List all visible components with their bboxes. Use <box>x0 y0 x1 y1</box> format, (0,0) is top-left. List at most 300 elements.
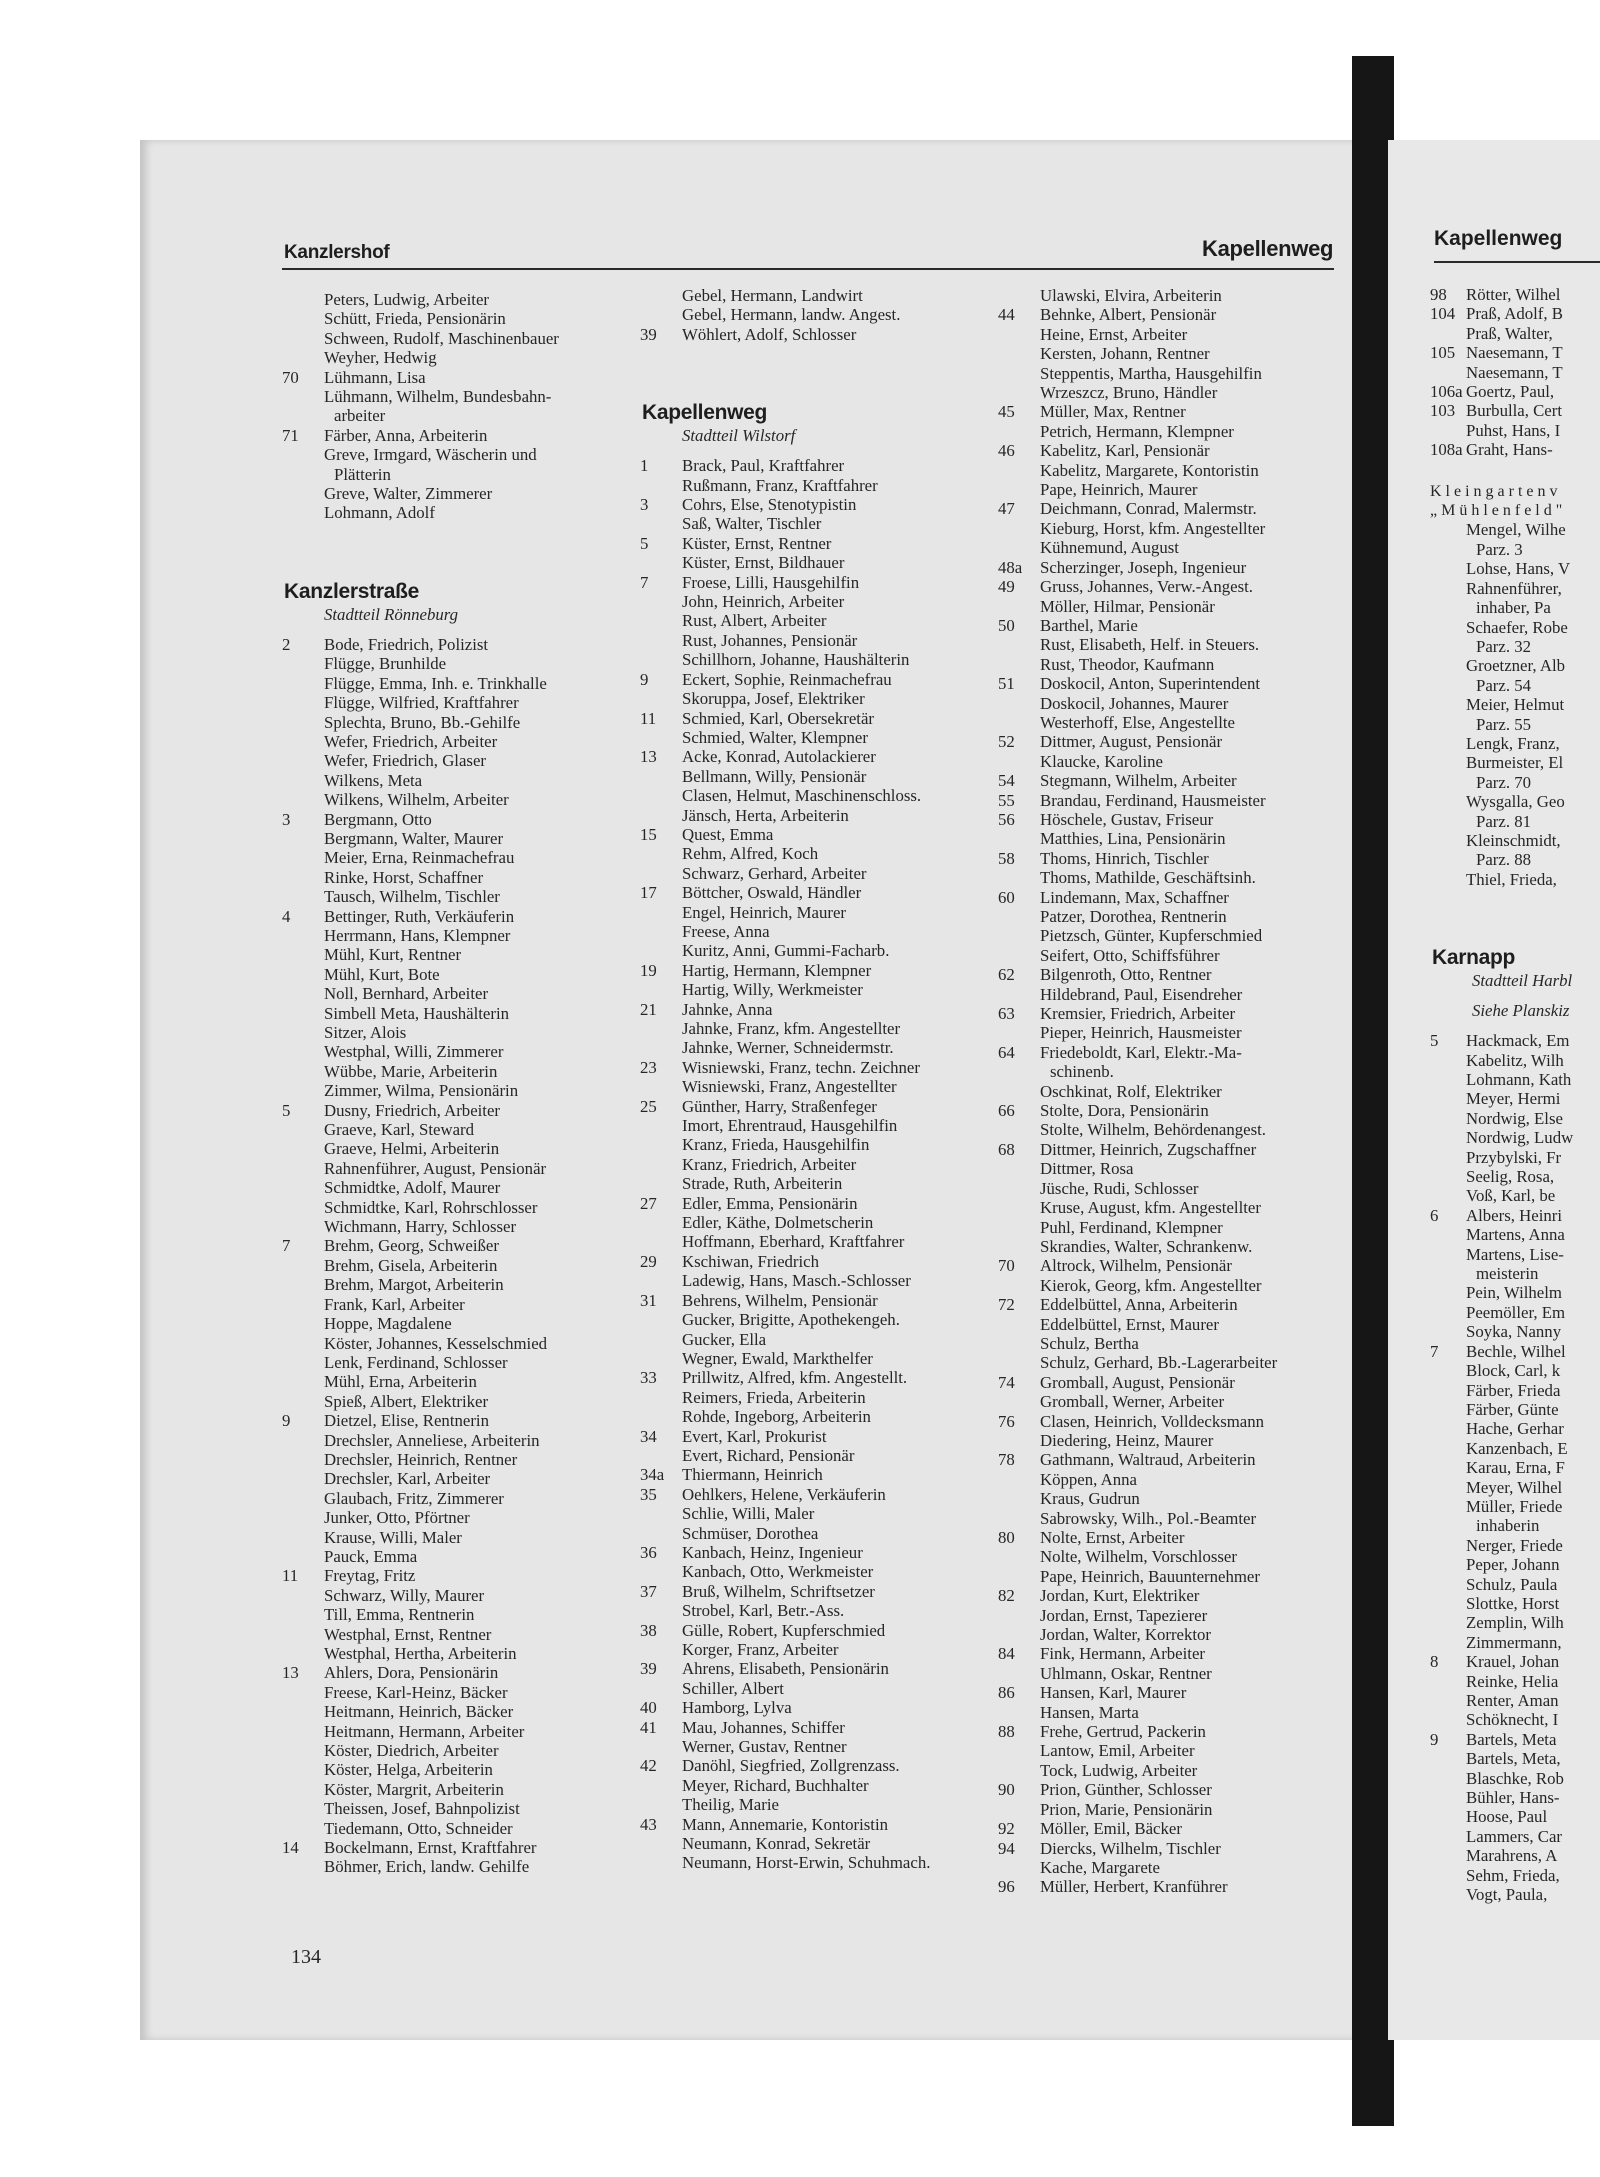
resident-text: Ulawski, Elvira, Arbeiterin <box>1040 286 1222 305</box>
resident-entry <box>640 1562 970 1581</box>
resident-text: Krauel, Johan <box>1466 1652 1560 1672</box>
resident-entry <box>1430 1031 1600 1050</box>
resident-entry <box>640 1756 970 1775</box>
house-number: 63 <box>998 1004 1015 1024</box>
house-number: 35 <box>640 1484 657 1504</box>
resident-text: Lühmann, Lisa <box>324 367 426 387</box>
resident-entry <box>640 1058 970 1077</box>
resident-entry <box>1430 579 1600 598</box>
resident-text: Peper, Johann <box>1466 1555 1560 1575</box>
resident-text: Schmidtke, Adolf, Maurer <box>324 1178 501 1198</box>
resident-text: Gebel, Hermann, landw. Angest. <box>682 305 901 325</box>
resident-text: Spieß, Albert, Elektriker <box>324 1391 489 1411</box>
entry-continuation <box>1430 1264 1600 1283</box>
resident-text: Nerger, Friede <box>1466 1535 1563 1555</box>
house-number: 49 <box>998 577 1015 597</box>
house-number: 3 <box>282 809 291 829</box>
resident-entry <box>282 1295 612 1314</box>
resident-entry <box>998 829 1328 848</box>
resident-text: Müller, Max, Rentner <box>1040 402 1186 422</box>
resident-text: Möller, Hilmar, Pensionär <box>1040 596 1215 616</box>
resident-text: Zimmer, Wilma, Pensionärin <box>324 1081 519 1101</box>
resident-text: Krause, Willi, Maler <box>324 1527 462 1547</box>
resident-text: Quest, Emma <box>682 824 774 844</box>
resident-entry <box>1430 1109 1600 1128</box>
resident-entry <box>282 1411 612 1430</box>
house-number: 68 <box>998 1139 1015 1159</box>
resident-text: Bühler, Hans- <box>1466 1788 1560 1808</box>
house-number: 51 <box>998 674 1015 694</box>
resident-text: Albers, Heinri <box>1466 1205 1563 1225</box>
resident-text: Gucker, Brigitte, Apothekengeh. <box>682 1310 900 1330</box>
spacer <box>1430 460 1600 472</box>
resident-entry <box>998 1450 1328 1469</box>
resident-entry <box>640 1310 970 1329</box>
resident-entry <box>998 1334 1328 1353</box>
resident-entry <box>998 1315 1328 1334</box>
resident-text: Lohmann, Adolf <box>324 503 435 523</box>
resident-entry <box>640 1097 970 1116</box>
resident-text: Lohmann, Kath <box>1466 1070 1572 1089</box>
resident-text: Korger, Franz, Arbeiter <box>682 1640 839 1659</box>
house-number: 43 <box>640 1814 657 1834</box>
house-number: 58 <box>998 848 1015 868</box>
resident-text: Küster, Ernst, Rentner <box>682 533 832 553</box>
resident-entry <box>282 1023 612 1042</box>
resident-entry <box>282 1256 612 1275</box>
resident-entry <box>998 1625 1328 1644</box>
resident-text: Thoms, Hinrich, Tischler <box>1040 848 1209 868</box>
resident-entry <box>998 1198 1328 1217</box>
resident-text: Goertz, Paul, <box>1466 382 1555 402</box>
resident-entry <box>998 519 1328 538</box>
house-number: 7 <box>640 572 649 592</box>
resident-text: Meier, Helmut <box>1466 695 1565 715</box>
resident-text: Saß, Walter, Tischler <box>682 514 822 534</box>
house-number: 4 <box>282 906 291 926</box>
resident-entry <box>998 499 1328 518</box>
resident-entry <box>282 1062 612 1081</box>
resident-entry <box>998 926 1328 945</box>
resident-entry <box>1430 1361 1600 1380</box>
resident-text: Parz. 32 <box>1476 636 1531 656</box>
house-number: 9 <box>640 669 649 689</box>
resident-entry <box>640 1038 970 1057</box>
resident-text: Kranz, Frieda, Hausgehilfin <box>682 1135 870 1155</box>
resident-entry <box>640 941 970 960</box>
resident-entry <box>1430 559 1600 578</box>
resident-entry <box>640 1543 970 1562</box>
resident-entry <box>282 368 612 387</box>
resident-text: Thiermann, Heinrich <box>682 1465 823 1485</box>
resident-text: Schwarz, Gerhard, Arbeiter <box>682 863 867 883</box>
resident-entry <box>1430 1788 1600 1807</box>
resident-text: Evert, Richard, Pensionär <box>682 1445 855 1465</box>
house-number: 96 <box>998 1877 1015 1897</box>
resident-entry <box>282 771 612 790</box>
resident-text: Dittmer, August, Pensionär <box>1040 732 1223 752</box>
resident-text: Nordwig, Ludw <box>1466 1128 1574 1148</box>
resident-text: Rohde, Ingeborg, Arbeiterin <box>682 1407 871 1427</box>
resident-entry <box>998 907 1328 926</box>
resident-text: Schütt, Frieda, Pensionärin <box>324 309 506 329</box>
resident-text: Gromball, Werner, Arbeiter <box>1040 1392 1225 1412</box>
house-number: 38 <box>640 1620 657 1640</box>
resident-entry <box>1430 1672 1600 1691</box>
resident-text: Mühl, Kurt, Rentner <box>324 945 462 965</box>
resident-entry <box>640 903 970 922</box>
resident-text: Plätterin <box>334 464 391 484</box>
resident-text: Jänsch, Herta, Arbeiterin <box>682 805 849 825</box>
resident-entry <box>282 1683 612 1702</box>
house-number: 84 <box>998 1644 1015 1664</box>
resident-entry <box>998 461 1328 480</box>
resident-entry <box>282 829 612 848</box>
resident-text: Westphal, Willi, Zimmerer <box>324 1042 504 1062</box>
house-number: 8 <box>1430 1652 1439 1672</box>
resident-entry <box>640 495 970 514</box>
resident-text: Möller, Emil, Bäcker <box>1040 1819 1182 1839</box>
resident-entry <box>1430 1691 1600 1710</box>
resident-entry <box>282 1469 612 1488</box>
resident-entry <box>998 694 1328 713</box>
resident-entry <box>998 1353 1328 1372</box>
resident-entry <box>1430 1710 1600 1729</box>
district-subheading: Stadtteil Harbl <box>1472 971 1573 991</box>
resident-text: Tausch, Wilhelm, Tischler <box>324 887 500 907</box>
resident-entry <box>1430 343 1600 362</box>
resident-entry <box>998 1179 1328 1198</box>
resident-entry <box>282 907 612 926</box>
house-number: 33 <box>640 1368 657 1388</box>
resident-entry <box>640 573 970 592</box>
resident-text: Parz. 70 <box>1476 772 1531 792</box>
resident-text: Noll, Bernhard, Arbeiter <box>324 984 489 1004</box>
house-number: 11 <box>640 708 657 728</box>
resident-text: Drechsler, Karl, Arbeiter <box>324 1469 491 1489</box>
resident-text: Greve, Walter, Zimmerer <box>324 484 493 504</box>
resident-entry <box>640 767 970 786</box>
house-number: 55 <box>998 790 1015 810</box>
resident-entry <box>640 553 970 572</box>
house-number: 5 <box>1430 1031 1439 1051</box>
spacer <box>1430 889 1600 945</box>
resident-entry <box>998 771 1328 790</box>
resident-entry <box>282 1159 612 1178</box>
resident-text: Till, Emma, Rentnerin <box>324 1605 475 1625</box>
resident-entry <box>640 1116 970 1135</box>
resident-text: Zemplin, Wilh <box>1466 1613 1564 1633</box>
resident-entry <box>1430 1148 1600 1167</box>
resident-text: Wisniewski, Franz, Angestellter <box>682 1077 897 1097</box>
resident-text: Tock, Ludwig, Arbeiter <box>1040 1760 1198 1780</box>
resident-text: Werner, Gustav, Rentner <box>682 1737 847 1757</box>
resident-entry <box>998 1159 1328 1178</box>
resident-text: Brandau, Ferdinand, Hausmeister <box>1040 790 1266 810</box>
house-number: 98 <box>1430 285 1447 304</box>
resident-text: Graeve, Helmi, Arbeiterin <box>324 1139 500 1159</box>
resident-entry <box>1430 1089 1600 1108</box>
resident-entry <box>1430 1536 1600 1555</box>
resident-text: Hackmack, Em <box>1466 1031 1570 1051</box>
resident-entry <box>640 980 970 999</box>
resident-text: Sehm, Frieda, <box>1466 1865 1560 1885</box>
resident-text: Mühl, Kurt, Bote <box>324 964 440 984</box>
resident-text: Rust, Theodor, Kaufmann <box>1040 654 1215 674</box>
resident-entry <box>998 1256 1328 1275</box>
resident-text: Hildebrand, Paul, Eisendreher <box>1040 984 1243 1004</box>
house-number: 50 <box>998 615 1015 635</box>
resident-text: Kraus, Gudrun <box>1040 1489 1140 1509</box>
house-number: 82 <box>998 1586 1015 1606</box>
resident-entry <box>640 1834 970 1853</box>
street-heading: Karnapp <box>1432 946 1516 970</box>
resident-text: Böhmer, Erich, landw. Gehilfe <box>324 1857 530 1877</box>
resident-entry <box>282 1314 612 1333</box>
resident-entry <box>282 1528 612 1547</box>
resident-entry <box>998 1489 1328 1508</box>
allotment-line <box>1430 482 1600 501</box>
house-number: 5 <box>282 1100 291 1120</box>
resident-entry <box>998 1683 1328 1702</box>
resident-entry <box>998 1547 1328 1566</box>
resident-text: Parz. 81 <box>1476 811 1531 831</box>
resident-entry <box>998 1082 1328 1101</box>
resident-text: Diercks, Wilhelm, Tischler <box>1040 1838 1221 1858</box>
resident-text: Stolte, Dora, Pensionärin <box>1040 1101 1209 1121</box>
resident-text: Voß, Karl, be <box>1466 1186 1556 1206</box>
resident-entry <box>998 597 1328 616</box>
resident-entry <box>1430 1555 1600 1574</box>
house-number: 25 <box>640 1096 657 1116</box>
resident-text: Köster, Diedrich, Arbeiter <box>324 1741 499 1761</box>
resident-entry <box>998 985 1328 1004</box>
resident-entry <box>282 1120 612 1139</box>
resident-entry <box>640 1621 970 1640</box>
house-number: 34a <box>640 1465 665 1485</box>
resident-entry <box>282 868 612 887</box>
resident-entry <box>282 1081 612 1100</box>
resident-text: Rust, Johannes, Pensionär <box>682 630 858 650</box>
resident-entry <box>640 1271 970 1290</box>
resident-text: Zimmermann, <box>1466 1632 1562 1652</box>
house-number: 23 <box>640 1057 657 1077</box>
resident-text: Mengel, Wilhe <box>1466 520 1566 540</box>
house-number: 14 <box>282 1838 299 1858</box>
resident-text: Drechsler, Heinrich, Rentner <box>324 1449 518 1469</box>
resident-text: Wilkens, Wilhelm, Arbeiter <box>324 790 509 810</box>
resident-entry <box>1430 1342 1600 1361</box>
resident-text: Schaefer, Robe <box>1466 617 1568 637</box>
resident-entry <box>998 655 1328 674</box>
resident-text: Stegmann, Wilhelm, Arbeiter <box>1040 771 1237 791</box>
resident-entry <box>640 1232 970 1251</box>
resident-text: Splechta, Bruno, Bb.-Gehilfe <box>324 712 521 732</box>
resident-text: Oehlkers, Helene, Verkäuferin <box>682 1484 886 1504</box>
resident-text: Gülle, Robert, Kupferschmied <box>682 1620 886 1640</box>
resident-text: Hoose, Paul <box>1466 1807 1548 1827</box>
resident-entry <box>282 926 612 945</box>
resident-entry <box>640 1504 970 1523</box>
resident-text: Graeve, Karl, Steward <box>324 1120 475 1140</box>
house-number: 27 <box>640 1193 657 1213</box>
house-number: 34 <box>640 1426 657 1446</box>
resident-text: Drechsler, Anneliese, Arbeiterin <box>324 1430 540 1450</box>
resident-text: Frehe, Gertrud, Packerin <box>1040 1722 1206 1742</box>
resident-text: Schillhorn, Johanne, Haushälterin <box>682 650 910 670</box>
resident-text: Seelig, Rosa, <box>1466 1167 1555 1187</box>
resident-text: Wöhlert, Adolf, Schlosser <box>682 324 857 344</box>
resident-entry <box>1430 695 1600 714</box>
resident-text: Schmidtke, Karl, Rohrschlosser <box>324 1197 538 1217</box>
resident-entry <box>998 713 1328 732</box>
resident-entry <box>282 693 612 712</box>
resident-entry <box>282 290 612 309</box>
resident-entry <box>282 445 612 464</box>
resident-entry <box>640 305 970 324</box>
street-heading: Kapellenweg <box>642 401 768 425</box>
resident-entry <box>282 387 612 406</box>
resident-entry <box>998 732 1328 751</box>
house-number: 60 <box>998 887 1015 907</box>
resident-text: Kabelitz, Karl, Pensionär <box>1040 441 1210 461</box>
resident-text: Meyer, Hermi <box>1466 1089 1561 1109</box>
resident-entry <box>1430 401 1600 420</box>
house-number: 56 <box>998 809 1015 829</box>
resident-entry <box>998 616 1328 635</box>
resident-text: Edler, Emma, Pensionärin <box>682 1193 858 1213</box>
resident-text: Schlie, Willi, Maler <box>682 1504 815 1524</box>
resident-entry <box>998 1703 1328 1722</box>
resident-text: Clasen, Heinrich, Volldecksmann <box>1040 1411 1265 1431</box>
resident-text: Köster, Johannes, Kesselschmied <box>324 1333 548 1353</box>
resident-entry <box>1430 1206 1600 1225</box>
house-number: 47 <box>998 499 1015 519</box>
resident-entry <box>640 844 970 863</box>
resident-text: Evert, Karl, Prokurist <box>682 1426 827 1446</box>
resident-text: Behrens, Wilhelm, Pensionär <box>682 1290 878 1310</box>
house-number: 45 <box>998 402 1015 422</box>
resident-entry <box>1430 618 1600 637</box>
resident-text: Pauck, Emma <box>324 1546 418 1566</box>
resident-entry <box>998 674 1328 693</box>
resident-entry <box>282 751 612 770</box>
resident-text: Köster, Helga, Arbeiterin <box>324 1760 493 1780</box>
resident-entry <box>282 1722 612 1741</box>
resident-entry <box>1430 285 1600 304</box>
column-1 <box>282 290 612 1877</box>
resident-text: Kanzenbach, E <box>1466 1438 1568 1458</box>
right-page-running-head: Kapellenweg <box>1434 227 1563 250</box>
resident-entry <box>1430 421 1600 440</box>
resident-entry <box>998 635 1328 654</box>
house-number: 74 <box>998 1372 1015 1392</box>
resident-entry <box>1430 1652 1600 1671</box>
resident-text: Parz. 88 <box>1476 850 1531 870</box>
resident-entry <box>640 728 970 747</box>
resident-text: Barthel, Marie <box>1040 615 1138 635</box>
resident-entry <box>1430 870 1600 889</box>
resident-entry <box>640 1252 970 1271</box>
resident-entry <box>282 1004 612 1023</box>
resident-text: Flügge, Emma, Inh. e. Trinkhalle <box>324 673 547 693</box>
house-number: 76 <box>998 1411 1015 1431</box>
resident-text: Theilig, Marie <box>682 1795 779 1815</box>
resident-text: Pape, Heinrich, Maurer <box>1040 480 1198 500</box>
house-number: 104 <box>1430 304 1456 324</box>
resident-text: Peemöller, Em <box>1466 1302 1566 1322</box>
resident-entry <box>282 1489 612 1508</box>
resident-entry <box>282 1450 612 1469</box>
resident-text: inhaberin <box>1476 1516 1540 1536</box>
resident-text: Färber, Anna, Arbeiterin <box>324 425 488 445</box>
resident-text: Friedeboldt, Karl, Elektr.-Ma- <box>1040 1042 1242 1062</box>
resident-text: Kabelitz, Wilh <box>1466 1050 1564 1070</box>
resident-entry <box>1430 1419 1600 1438</box>
resident-text: Kruse, August, kfm. Angestellter <box>1040 1198 1261 1218</box>
district-subheading: Stadtteil Wilstorf <box>682 426 796 446</box>
resident-text: Köster, Margrit, Arbeiterin <box>324 1779 504 1799</box>
resident-entry <box>282 713 612 732</box>
resident-entry <box>640 1698 970 1717</box>
resident-text: Herrmann, Hans, Klempner <box>324 925 511 945</box>
resident-entry <box>1430 1070 1600 1089</box>
house-number: 42 <box>640 1756 657 1776</box>
resident-text: Lühmann, Wilhelm, Bundesbahn- <box>324 387 552 407</box>
resident-text: Renter, Aman <box>1466 1691 1559 1710</box>
resident-entry <box>640 864 970 883</box>
house-number: 72 <box>998 1295 1015 1315</box>
resident-text: Eddelbüttel, Anna, Arbeiterin <box>1040 1295 1238 1315</box>
resident-entry <box>640 1795 970 1814</box>
resident-entry <box>998 538 1328 557</box>
resident-entry <box>998 752 1328 771</box>
resident-entry <box>640 650 970 669</box>
resident-entry <box>640 922 970 941</box>
house-number: 86 <box>998 1683 1015 1703</box>
street-heading: Kanzlerstraße <box>284 579 419 603</box>
house-number: 7 <box>282 1236 291 1256</box>
resident-text: Przybylski, Fr <box>1466 1147 1562 1167</box>
resident-text: Karau, Erna, F <box>1466 1458 1565 1478</box>
running-head-right: Kapellenweg <box>1202 236 1334 261</box>
resident-text: Strade, Ruth, Arbeiterin <box>682 1174 843 1194</box>
resident-text: Engel, Heinrich, Maurer <box>682 902 847 922</box>
house-number: 6 <box>1430 1205 1439 1225</box>
resident-entry <box>1430 1051 1600 1070</box>
resident-entry <box>640 1485 970 1504</box>
resident-text: Brehm, Margot, Arbeiterin <box>324 1275 504 1295</box>
allotment-line <box>1430 501 1600 520</box>
resident-text: Danöhl, Siegfried, Zollgrenzass. <box>682 1756 900 1776</box>
resident-entry <box>282 1217 612 1236</box>
resident-entry <box>640 1524 970 1543</box>
resident-text: Gathmann, Waltraud, Arbeiterin <box>1040 1450 1256 1470</box>
resident-text: Lenk, Ferdinand, Schlosser <box>324 1352 508 1372</box>
resident-text: Rinke, Horst, Schaffner <box>324 867 484 887</box>
entry-continuation <box>1430 676 1600 695</box>
resident-entry <box>282 309 612 328</box>
resident-entry <box>640 1446 970 1465</box>
house-number: 48a <box>998 557 1023 577</box>
resident-text: Müller, Herbert, Kranführer <box>1040 1877 1228 1897</box>
resident-text: Schmied, Walter, Klempner <box>682 727 868 747</box>
resident-text: Rust, Elisabeth, Helf. in Steuers. <box>1040 635 1260 655</box>
entry-continuation <box>1430 773 1600 792</box>
entry-continuation <box>282 406 612 425</box>
house-number: 1 <box>640 456 649 476</box>
resident-entry <box>998 888 1328 907</box>
